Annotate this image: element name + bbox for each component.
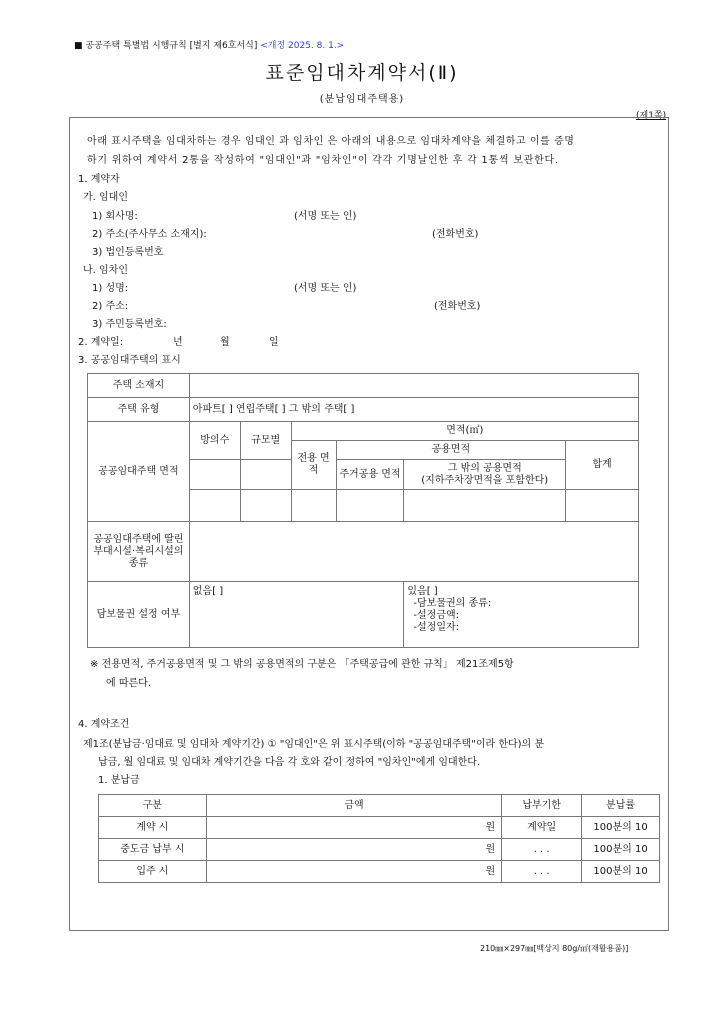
- lessee-idno-label: 3) 주민등록번호:: [92, 319, 167, 330]
- amount-cell[interactable]: 원: [206, 861, 501, 883]
- page-number: (제1쪽): [636, 111, 667, 121]
- area-header: 면적(㎡): [291, 422, 638, 441]
- rate-cell: 100분의 10: [582, 817, 660, 839]
- table-row: [99, 817, 660, 839]
- col-header-due: 납부기한: [502, 795, 582, 817]
- scale-cell-2[interactable]: [240, 490, 291, 522]
- rate-cell: 100분의 10: [582, 839, 660, 861]
- other-common-title: 그 밖의 공용면적: [447, 462, 522, 474]
- lessor-heading: 가. 임대인: [83, 192, 128, 203]
- form-frame: [69, 117, 669, 931]
- lessor-address-label: 2) 주소(주사무소 소재지):: [92, 229, 207, 240]
- row-label: 계약 시: [99, 817, 207, 839]
- intro-line-1: 아래 표시주택을 임대차하는 경우 임대인 과 임차인 은 아래의 내용으로 임대차계약을 체결하고 이를 증명: [87, 136, 575, 147]
- lessee-address-label: 2) 주소:: [92, 301, 129, 312]
- collateral-none-cell[interactable]: [189, 582, 404, 648]
- collateral-none-option[interactable]: 없음[ ]: [192, 586, 224, 597]
- article1-text-cont: 납금, 월 임대료 및 임대차 계약기간을 다음 각 호와 같이 정하여 "임차인"에게 임대한다.: [98, 757, 481, 768]
- installment-table: [98, 794, 660, 883]
- lessor-phone-label: (전화번호): [432, 229, 479, 240]
- rooms-label: 방의수: [189, 422, 240, 460]
- lessor-sign-label: (서명 또는 인): [294, 211, 357, 222]
- row-label: 입주 시: [99, 861, 207, 883]
- row-label: 중도금 납부 시: [99, 839, 207, 861]
- amount-cell[interactable]: 원: [206, 817, 501, 839]
- intro-line-2: 하기 위하여 계약서 2통을 작성하여 "임대인"과 "임차인"이 각각 기명날인한 후 각 1통씩 보관한다.: [87, 155, 559, 166]
- col-header-rate: 분납률: [582, 795, 660, 817]
- page-subtitle: (분납임대주택용): [319, 94, 405, 105]
- lessor-company-label: 1) 회사명:: [92, 211, 138, 222]
- lessee-name-label: 1) 성명:: [92, 283, 129, 294]
- regulation-text: ■ 공공주택 특별법 시행규칙 [별지 제6호서식]: [74, 41, 258, 51]
- area-note-1: ※ 전용면적, 주거공용면적 및 그 밖의 공용면적의 구분은 「주택공급에 관한 규칙」 제21조제5항: [90, 659, 514, 670]
- due-cell[interactable]: 계약일: [502, 817, 582, 839]
- collateral-yes-cell[interactable]: [404, 582, 639, 648]
- contract-date-day: 일: [269, 337, 279, 348]
- exclusive-area-label: 전용 면적: [291, 441, 336, 490]
- scale-cell-1[interactable]: [240, 460, 291, 490]
- area-label: 공공임대주택 면적: [88, 422, 190, 522]
- collateral-date: -설정일자:: [413, 622, 460, 633]
- amount-cell[interactable]: 원: [206, 839, 501, 861]
- col-header-category: 구분: [99, 795, 207, 817]
- total-area-label: 합계: [566, 441, 639, 490]
- area-note-2: 에 따른다.: [106, 678, 151, 689]
- common-area-label: 공용면적: [336, 441, 566, 460]
- other-common-label: [404, 460, 566, 490]
- facilities-label: 공공임대주택에 딸린 부대시설·복리시설의 종류: [88, 522, 190, 582]
- scale-label: 규모별: [240, 422, 291, 460]
- revision-date: <개정 2025. 8. 1.>: [260, 41, 345, 51]
- contract-date-label: 2. 계약일:: [78, 337, 124, 348]
- regulation-line: [74, 38, 344, 51]
- contract-date-year: 년: [173, 337, 183, 348]
- type-label: 주택 유형: [88, 398, 190, 422]
- collateral-amount: -설정금액:: [413, 610, 460, 621]
- house-heading: 3. 공공임대주택의 표시: [78, 355, 181, 366]
- table-row: [99, 861, 660, 883]
- house-table: [87, 373, 639, 648]
- parties-heading: 1. 계약자: [78, 174, 120, 185]
- type-options[interactable]: 아파트[ ] 연립주택[ ] 그 밖의 주택[ ]: [189, 398, 638, 422]
- lessee-phone-label: (전화번호): [434, 301, 481, 312]
- exclusive-area-cell[interactable]: [291, 490, 336, 522]
- rooms-cell-1[interactable]: [189, 460, 240, 490]
- collateral-label: 담보물권 설정 여부: [88, 582, 190, 648]
- paper-spec: 210㎜×297㎜[백상지 80g/㎡(재활용품)]: [480, 944, 629, 953]
- rate-cell: 100분의 10: [582, 861, 660, 883]
- contract-date-month: 월: [220, 337, 230, 348]
- lessee-heading: 나. 임차인: [83, 265, 128, 276]
- residential-common-cell[interactable]: [336, 490, 404, 522]
- col-header-amount: 금액: [206, 795, 501, 817]
- residential-common-label: 주거공용 면적: [336, 460, 404, 490]
- other-common-note: (지하주차장면적을 포함한다): [421, 474, 549, 486]
- due-cell[interactable]: . . .: [502, 839, 582, 861]
- other-common-cell[interactable]: [404, 490, 566, 522]
- lessee-sign-label: (서명 또는 인): [294, 283, 357, 294]
- collateral-kind: -담보물권의 종류:: [413, 598, 492, 609]
- terms-heading: 4. 계약조건: [78, 719, 130, 730]
- facilities-value[interactable]: [189, 522, 638, 582]
- location-label: 주택 소재지: [88, 374, 190, 398]
- location-value[interactable]: [189, 374, 638, 398]
- page-title: 표준임대차계약서(Ⅱ): [265, 62, 459, 84]
- lessor-regno-label: 3) 법인등록번호: [92, 247, 164, 258]
- total-area-cell[interactable]: [566, 490, 639, 522]
- due-cell[interactable]: . . .: [502, 861, 582, 883]
- table-row: [99, 839, 660, 861]
- collateral-yes-option[interactable]: 있음[ ]: [407, 586, 438, 597]
- installment-heading: 1. 분납금: [98, 775, 140, 786]
- article1-text: 제1조(분납금·임대료 및 임대차 계약기간) ① "임대인"은 위 표시주택(이하 "공공임대주택"이라 한다)의 분: [83, 739, 545, 750]
- rooms-cell-2[interactable]: [189, 490, 240, 522]
